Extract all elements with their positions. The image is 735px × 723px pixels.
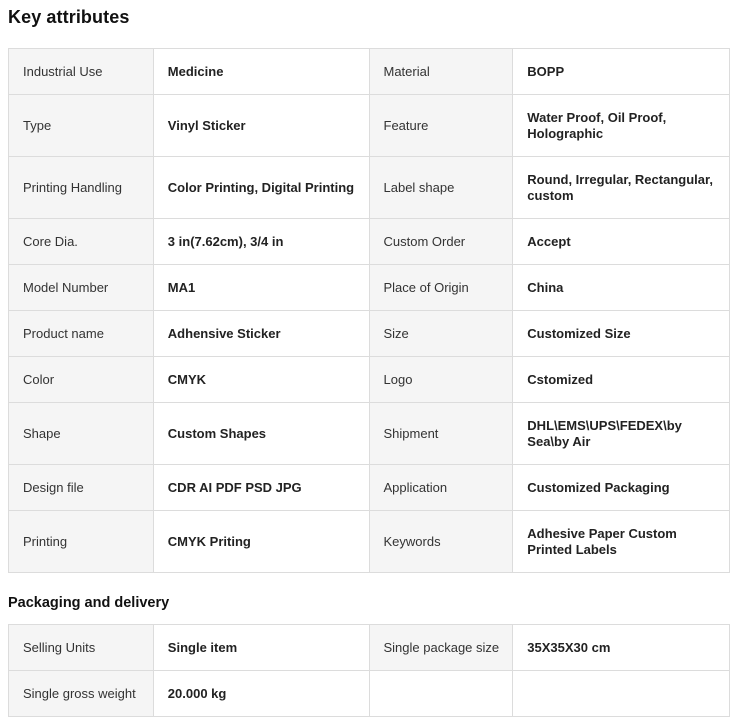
attribute-label: Model Number <box>9 265 154 311</box>
attribute-value: MA1 <box>154 265 370 311</box>
attribute-label: Single gross weight <box>9 671 154 717</box>
attribute-value: Vinyl Sticker <box>154 95 370 157</box>
attribute-label: Place of Origin <box>370 265 514 311</box>
attribute-value: 3 in(7.62cm), 3/4 in <box>154 219 370 265</box>
attribute-value: Adhensive Sticker <box>154 311 370 357</box>
table-row <box>9 311 730 357</box>
attribute-value: CDR AI PDF PSD JPG <box>154 465 370 511</box>
attribute-label: Label shape <box>370 157 514 219</box>
attribute-label: Shape <box>9 403 154 465</box>
table-row <box>9 511 730 573</box>
attribute-label: Design file <box>9 465 154 511</box>
attribute-label: Color <box>9 357 154 403</box>
attribute-label: Shipment <box>370 403 514 465</box>
table-row <box>9 403 730 465</box>
attribute-label: Industrial Use <box>9 49 154 95</box>
attribute-label: Product name <box>9 311 154 357</box>
attribute-label: Size <box>370 311 514 357</box>
attribute-value: DHL\EMS\UPS\FEDEX\by Sea\by Air <box>513 403 730 465</box>
attribute-label: Core Dia. <box>9 219 154 265</box>
attribute-label: Selling Units <box>9 625 154 671</box>
attribute-value: Medicine <box>154 49 370 95</box>
attribute-label: Keywords <box>370 511 514 573</box>
attribute-label: Application <box>370 465 514 511</box>
attribute-value: 35X35X30 cm <box>513 625 730 671</box>
packaging-table <box>8 624 730 717</box>
key-attributes-heading: Key attributes <box>8 7 130 27</box>
empty-cell <box>513 671 730 717</box>
attribute-value: Accept <box>513 219 730 265</box>
attribute-value: Customized Packaging <box>513 465 730 511</box>
attribute-value: Single item <box>154 625 370 671</box>
table-row <box>9 671 730 717</box>
attribute-value: Round, Irregular, Rectangular, custom <box>513 157 730 219</box>
attribute-label: Feature <box>370 95 514 157</box>
attribute-label: Type <box>9 95 154 157</box>
attribute-label: Material <box>370 49 514 95</box>
attribute-value: China <box>513 265 730 311</box>
table-row <box>9 157 730 219</box>
attribute-value: CMYK <box>154 357 370 403</box>
attribute-value: Color Printing, Digital Printing <box>154 157 370 219</box>
attribute-label: Printing Handling <box>9 157 154 219</box>
attribute-value: Customized Size <box>513 311 730 357</box>
empty-cell <box>370 671 514 717</box>
table-row <box>9 265 730 311</box>
attribute-value: CMYK Priting <box>154 511 370 573</box>
attribute-label: Logo <box>370 357 514 403</box>
attribute-value: Water Proof, Oil Proof, Holographic <box>513 95 730 157</box>
packaging-heading: Packaging and delivery <box>8 595 170 611</box>
key-attributes-table <box>8 48 730 573</box>
table-row <box>9 95 730 157</box>
table-row <box>9 625 730 671</box>
attribute-value: BOPP <box>513 49 730 95</box>
attribute-label: Printing <box>9 511 154 573</box>
attribute-value: Custom Shapes <box>154 403 370 465</box>
attribute-value: Cstomized <box>513 357 730 403</box>
table-row <box>9 357 730 403</box>
table-row <box>9 465 730 511</box>
table-row <box>9 219 730 265</box>
table-row <box>9 49 730 95</box>
attribute-label: Custom Order <box>370 219 514 265</box>
attribute-value: Adhesive Paper Custom Printed Labels <box>513 511 730 573</box>
attribute-value: 20.000 kg <box>154 671 370 717</box>
attribute-label: Single package size <box>370 625 514 671</box>
